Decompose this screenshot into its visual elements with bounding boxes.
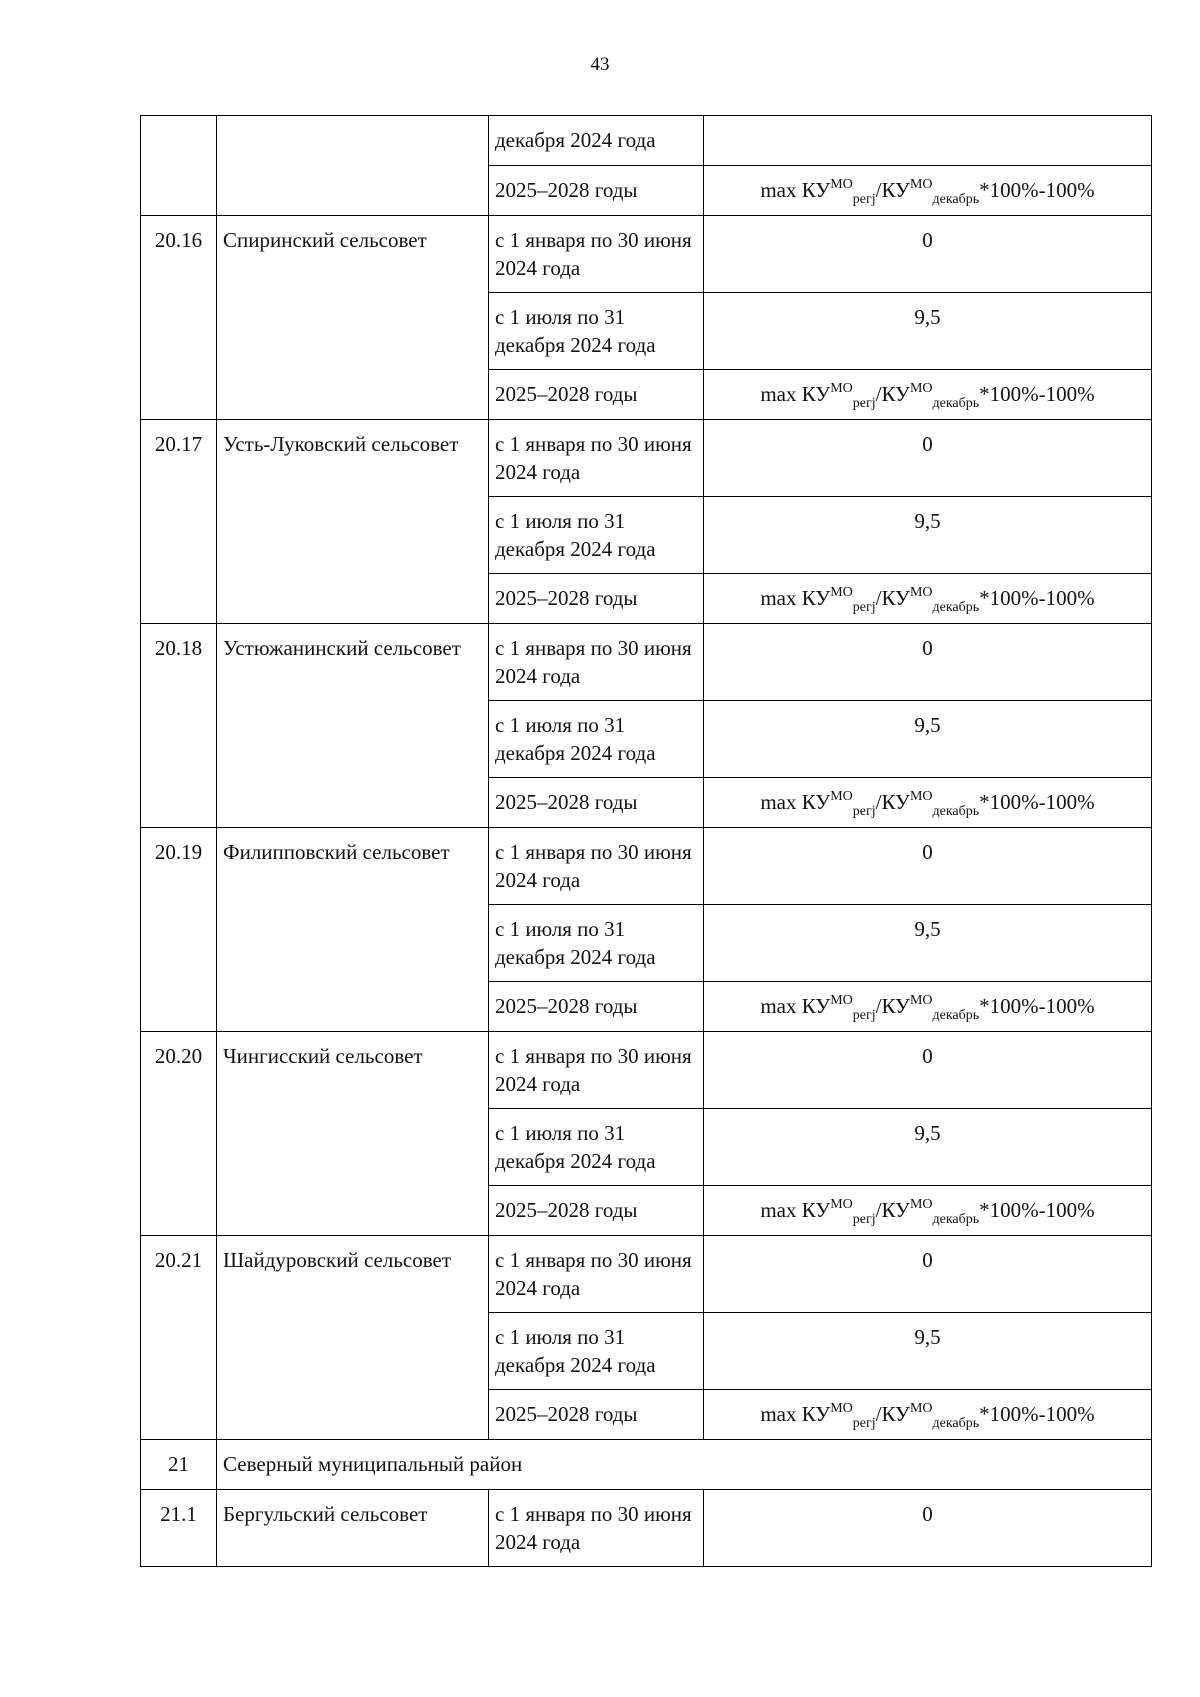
formula-cell [704, 370, 1152, 420]
formula-subscript: регj [852, 804, 876, 819]
formula-divider: /КУ [875, 178, 910, 202]
tariff-table [140, 115, 1152, 1567]
formula-superscript: МО [830, 585, 853, 600]
municipality-cell: Шайдуровский сельсовет [217, 1236, 489, 1440]
row-number-cell: 20.19 [141, 828, 217, 1032]
formula-superscript: МО [830, 381, 853, 396]
municipality-cell [217, 116, 489, 216]
district-name-cell: Северный муниципальный район [217, 1440, 1152, 1490]
formula-superscript: МО [909, 381, 933, 396]
formula-cell [704, 166, 1152, 216]
municipality-cell: Устюжанинский сельсовет [217, 624, 489, 828]
municipality-cell: Спиринский сельсовет [217, 216, 489, 420]
formula-suffix: *100%-100% [979, 178, 1095, 202]
formula-superscript: МО [909, 177, 933, 192]
period-cell: 2025–2028 годы [489, 1186, 704, 1236]
period-cell: с 1 июля по 31 декабря 2024 года [489, 701, 704, 778]
period-cell: с 1 июля по 31 декабря 2024 года [489, 497, 704, 574]
formula-subscript: декабрь [932, 396, 980, 411]
formula-divider: /КУ [875, 790, 910, 814]
municipality-cell: Бергульский сельсовет [217, 1490, 489, 1567]
row-number-cell: 21 [141, 1440, 217, 1490]
formula-prefix: max КУ [760, 1402, 831, 1426]
municipality-row [141, 624, 1152, 701]
formula-prefix: max КУ [760, 994, 831, 1018]
period-cell: 2025–2028 годы [489, 1390, 704, 1440]
period-cell: с 1 июля по 31 декабря 2024 года [489, 1109, 704, 1186]
formula-superscript: МО [830, 993, 853, 1008]
formula-subscript: декабрь [932, 1008, 980, 1023]
period-cell: 2025–2028 годы [489, 778, 704, 828]
formula-divider: /КУ [875, 586, 910, 610]
value-cell: 9,5 [704, 701, 1152, 778]
formula-subscript: регj [852, 1416, 876, 1431]
period-cell: с 1 июля по 31 декабря 2024 года [489, 905, 704, 982]
value-cell: 0 [704, 1236, 1152, 1313]
period-cell: 2025–2028 годы [489, 574, 704, 624]
period-cell: с 1 января по 30 июня 2024 года [489, 624, 704, 701]
formula-subscript: регj [852, 1008, 876, 1023]
formula-suffix: *100%-100% [979, 994, 1095, 1018]
formula-suffix: *100%-100% [979, 382, 1095, 406]
row-number-cell: 20.16 [141, 216, 217, 420]
period-cell: с 1 января по 30 июня 2024 года [489, 828, 704, 905]
formula-superscript: МО [830, 1197, 853, 1212]
formula-subscript: декабрь [932, 804, 980, 819]
formula-divider: /КУ [875, 1198, 910, 1222]
formula-suffix: *100%-100% [979, 790, 1095, 814]
row-number-cell: 21.1 [141, 1490, 217, 1567]
municipality-row [141, 420, 1152, 497]
formula-superscript: МО [830, 177, 853, 192]
formula-subscript: регj [852, 600, 876, 615]
formula-subscript: регj [852, 396, 876, 411]
formula-superscript: МО [909, 993, 933, 1008]
municipality-row [141, 1032, 1152, 1109]
municipality-cell: Чингисский сельсовет [217, 1032, 489, 1236]
formula-cell [704, 1186, 1152, 1236]
period-cell: с 1 июля по 31 декабря 2024 года [489, 293, 704, 370]
formula-prefix: max КУ [760, 790, 831, 814]
period-cell: с 1 января по 30 июня 2024 года [489, 216, 704, 293]
value-cell: 0 [704, 828, 1152, 905]
formula-prefix: max КУ [760, 586, 831, 610]
formula-suffix: *100%-100% [979, 1198, 1095, 1222]
formula-superscript: МО [909, 1197, 933, 1212]
row-number-cell: 20.18 [141, 624, 217, 828]
period-cell: с 1 января по 30 июня 2024 года [489, 420, 704, 497]
municipality-cell: Филипповский сельсовет [217, 828, 489, 1032]
formula-divider: /КУ [875, 994, 910, 1018]
formula-suffix: *100%-100% [979, 1402, 1095, 1426]
district-row [141, 1440, 1152, 1490]
row-number-cell: 20.21 [141, 1236, 217, 1440]
value-cell: 0 [704, 1490, 1152, 1567]
formula-cell [704, 574, 1152, 624]
row-number-cell [141, 116, 217, 216]
value-cell: 0 [704, 1032, 1152, 1109]
value-cell: 9,5 [704, 293, 1152, 370]
period-cell: с 1 июля по 31 декабря 2024 года [489, 1313, 704, 1390]
municipality-row [141, 216, 1152, 293]
value-cell: 0 [704, 624, 1152, 701]
value-cell: 0 [704, 216, 1152, 293]
formula-suffix: *100%-100% [979, 586, 1095, 610]
period-cell: с 1 января по 30 июня 2024 года [489, 1490, 704, 1567]
formula-subscript: регj [852, 1212, 876, 1227]
formula-superscript: МО [830, 789, 853, 804]
formula-prefix: max КУ [760, 178, 831, 202]
formula-prefix: max КУ [760, 1198, 831, 1222]
formula-cell [704, 778, 1152, 828]
period-cell: 2025–2028 годы [489, 982, 704, 1032]
municipality-cell: Усть-Луковский сельсовет [217, 420, 489, 624]
value-cell: 0 [704, 420, 1152, 497]
formula-superscript: МО [909, 789, 933, 804]
formula-subscript: регj [852, 192, 876, 207]
period-cell: с 1 января по 30 июня 2024 года [489, 1032, 704, 1109]
value-cell: 9,5 [704, 905, 1152, 982]
page-number: 43 [590, 54, 610, 75]
row-number-cell: 20.20 [141, 1032, 217, 1236]
period-cell: 2025–2028 годы [489, 370, 704, 420]
value-cell: 9,5 [704, 1109, 1152, 1186]
formula-prefix: max КУ [760, 382, 831, 406]
formula-divider: /КУ [875, 1402, 910, 1426]
formula-subscript: декабрь [932, 1212, 980, 1227]
formula-divider: /КУ [875, 382, 910, 406]
formula-subscript: декабрь [932, 192, 980, 207]
municipality-row [141, 1490, 1152, 1567]
formula-superscript: МО [830, 1401, 853, 1416]
row-number-cell: 20.17 [141, 420, 217, 624]
continuation-row [141, 116, 1152, 166]
formula-cell [704, 1390, 1152, 1440]
municipality-row [141, 1236, 1152, 1313]
formula-cell [704, 982, 1152, 1032]
value-cell [704, 116, 1152, 166]
formula-superscript: МО [909, 585, 933, 600]
value-cell: 9,5 [704, 1313, 1152, 1390]
formula-superscript: МО [909, 1401, 933, 1416]
period-cell: декабря 2024 года [489, 116, 704, 166]
value-cell: 9,5 [704, 497, 1152, 574]
municipality-row [141, 828, 1152, 905]
period-cell: с 1 января по 30 июня 2024 года [489, 1236, 704, 1313]
period-cell: 2025–2028 годы [489, 166, 704, 216]
formula-subscript: декабрь [932, 1416, 980, 1431]
formula-subscript: декабрь [932, 600, 980, 615]
